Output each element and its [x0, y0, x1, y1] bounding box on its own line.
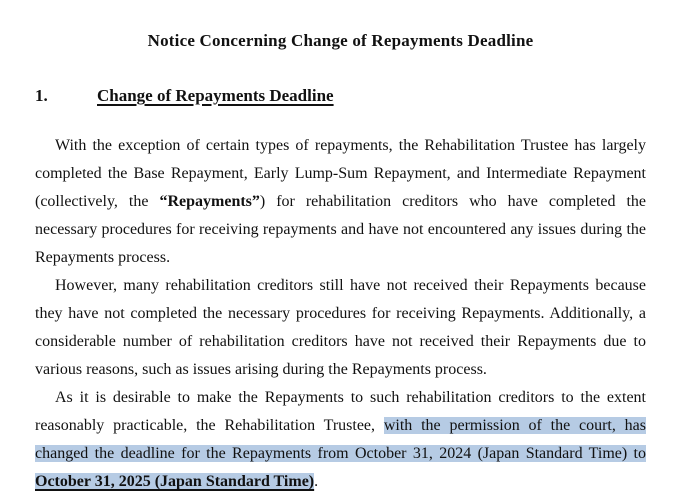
document-body: [35, 132, 646, 496]
paragraph-creditors-not-received: [35, 272, 646, 384]
text-segment: ) for rehabilitation creditors who have completed the necessary procedures for receiving repayments and have not encountered any issues during the Repayments process.: [35, 193, 647, 266]
repayments-defined-term: “Repayments”: [159, 193, 260, 210]
document-title: Notice Concerning Change of Repayments Deadline: [147, 31, 534, 50]
highlighted-deadline-change-text: with the permission of the court, has changed the deadline for the Repayments from October 31, 2024 (Japan Standard Time) to: [35, 417, 647, 462]
text-segment: With the exception of certain types of repayments, the Rehabilitation Trustee has largely completed the Base Repayment, Early Lump-Sum Repayment, and Intermediate Repayment (collectively, the: [35, 137, 646, 210]
paragraph-repayments-status: [35, 132, 646, 272]
text-segment: However, many rehabilitation creditors still have not received their Repayments because they have not completed the necessary procedures for receiving Repayments. Additionally, a considerable number of rehabilitation creditors have not received their Repayments due to various reasons, such as issues arising during the Repayments process.: [35, 277, 646, 378]
section-heading-text: Change of Repayments Deadline: [97, 86, 334, 105]
section-number: 1.: [35, 86, 48, 105]
section-heading: [35, 84, 646, 108]
paragraph-deadline-change: [35, 384, 646, 496]
text-segment: .: [314, 473, 319, 490]
new-deadline-date: October 31, 2025 (Japan Standard Time): [35, 473, 315, 490]
text-segment: As it is desirable to make the Repayments to such rehabilitation creditors to the extent reasonably practicable, the Rehabilitation Trustee,: [35, 389, 646, 434]
